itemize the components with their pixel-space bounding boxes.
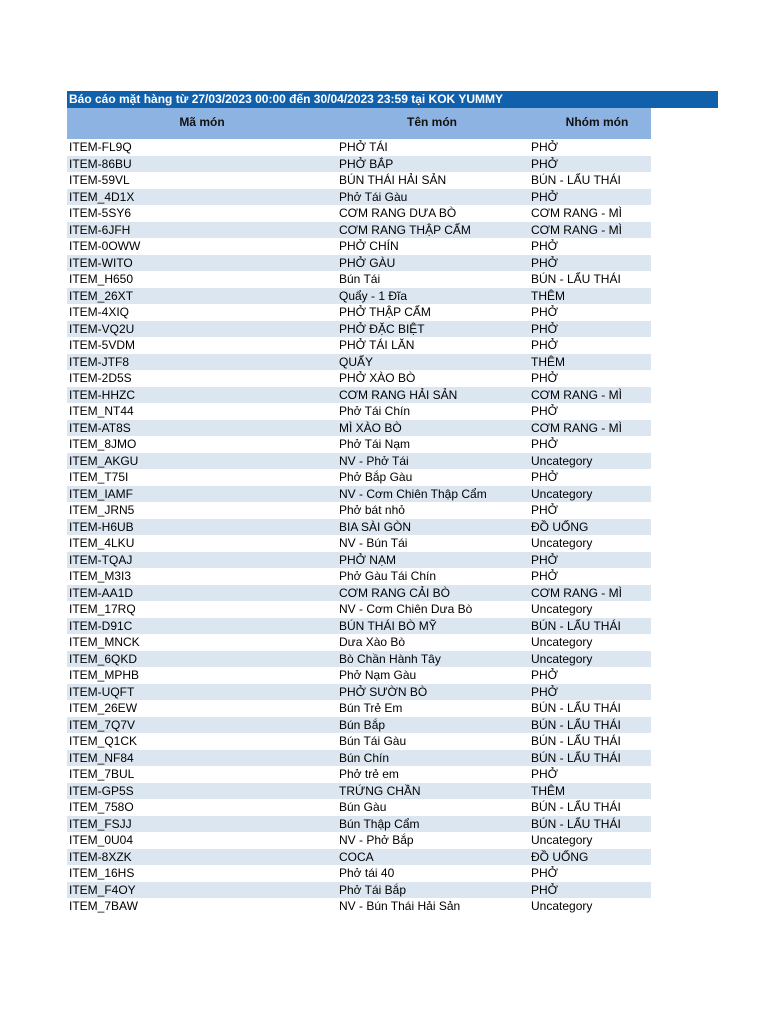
cell-item-group[interactable]: PHỞ	[531, 189, 558, 204]
table-row[interactable]	[67, 667, 651, 684]
column-header-group[interactable]: Nhóm món	[565, 115, 629, 129]
cell-item-name[interactable]: PHỞ GÀU	[339, 255, 396, 270]
table-row[interactable]	[67, 750, 651, 767]
cell-item-name[interactable]: QUẨY	[339, 354, 374, 369]
cell-item-name[interactable]: NV - Cơm Chiên Dưa Bò	[339, 602, 473, 616]
cell-item-name[interactable]: Dưa Xào Bò	[339, 635, 406, 649]
cell-item-name[interactable]: Phở Tái Gàu	[339, 189, 408, 204]
cell-item-group[interactable]: Uncategory	[531, 536, 593, 550]
cell-item-name[interactable]: Bún Gàu	[339, 800, 387, 814]
cell-item-code[interactable]: ITEM-0OWW	[69, 239, 141, 253]
cell-item-code[interactable]: ITEM_M3I3	[69, 569, 132, 583]
cell-item-code[interactable]: ITEM_758O	[69, 800, 134, 814]
table-header	[67, 108, 651, 139]
cell-item-code[interactable]: ITEM_FSJJ	[69, 816, 132, 831]
cell-item-group[interactable]: PHỞ	[531, 239, 558, 253]
cell-item-name[interactable]: Phở Tái Chín	[339, 404, 411, 418]
cell-item-group[interactable]: PHỞ	[531, 404, 558, 418]
cell-item-code[interactable]: ITEM-5SY6	[69, 206, 132, 220]
cell-item-name[interactable]: Bún Tái	[339, 272, 381, 286]
table-row[interactable]	[67, 337, 651, 354]
cell-item-code[interactable]: ITEM_AKGU	[69, 453, 139, 468]
table-row[interactable]	[67, 139, 651, 156]
cell-item-group[interactable]: PHỞ	[531, 338, 558, 352]
table-row[interactable]	[67, 354, 651, 371]
cell-item-name[interactable]: MÌ XÀO BÒ	[339, 420, 402, 435]
table-row[interactable]	[67, 172, 651, 189]
table-row[interactable]	[67, 238, 651, 255]
cell-item-name[interactable]: PHỞ TÁI	[339, 140, 388, 154]
cell-item-group[interactable]: Uncategory	[531, 486, 593, 501]
cell-item-code[interactable]: ITEM-H6UB	[69, 519, 134, 534]
table-row[interactable]	[67, 684, 651, 701]
table-row[interactable]	[67, 832, 651, 849]
cell-item-group[interactable]: PHỞ	[531, 684, 558, 699]
cell-item-name[interactable]: CƠM RANG DƯA BÒ	[339, 206, 457, 220]
table-row[interactable]	[67, 486, 651, 503]
table-row[interactable]	[67, 618, 651, 635]
cell-item-code[interactable]: ITEM-6JFH	[69, 222, 131, 237]
cell-item-name[interactable]: BÚN THÁI BÒ MỸ	[339, 618, 437, 633]
cell-item-code[interactable]: ITEM-WITO	[69, 255, 133, 270]
cell-item-group[interactable]: Uncategory	[531, 453, 593, 468]
cell-item-name[interactable]: NV - Phở Bắp	[339, 833, 414, 847]
cell-item-group[interactable]: CƠM RANG - MÌ	[531, 387, 622, 402]
cell-item-code[interactable]: ITEM-AA1D	[69, 585, 134, 600]
cell-item-code[interactable]: ITEM_6QKD	[69, 651, 138, 666]
cell-item-code[interactable]: ITEM-2D5S	[69, 371, 132, 385]
cell-item-code[interactable]: ITEM-JTF8	[69, 354, 129, 369]
cell-item-group[interactable]: Uncategory	[531, 899, 593, 913]
cell-item-code[interactable]: ITEM-TQAJ	[69, 552, 133, 567]
cell-item-group[interactable]: Uncategory	[531, 602, 593, 616]
table-row[interactable]	[67, 898, 651, 915]
cell-item-name[interactable]: PHỞ XÀO BÒ	[339, 371, 416, 385]
table-row[interactable]	[67, 700, 651, 717]
column-header-name[interactable]: Tên món	[407, 115, 457, 129]
cell-item-name[interactable]: Bún Trẻ Em	[339, 701, 403, 715]
cell-item-code[interactable]: ITEM_JRN5	[69, 503, 135, 517]
cell-item-group[interactable]: ĐỒ UỐNG	[531, 519, 589, 534]
cell-item-group[interactable]: THÊM	[531, 288, 565, 303]
table-row[interactable]	[67, 469, 651, 486]
cell-item-group[interactable]: PHỞ	[531, 470, 558, 484]
cell-item-group[interactable]: ĐỒ UỐNG	[531, 849, 589, 864]
table-row[interactable]	[67, 255, 651, 272]
cell-item-group[interactable]: PHỞ	[531, 668, 558, 682]
cell-item-name[interactable]: PHỞ TÁI LĂN	[339, 338, 415, 352]
cell-item-group[interactable]: PHỞ	[531, 767, 558, 781]
cell-item-name[interactable]: BÚN THÁI HẢI SẢN	[339, 173, 447, 187]
table-row[interactable]	[67, 222, 651, 239]
table-row[interactable]	[67, 601, 651, 618]
cell-item-group[interactable]: BÚN - LẨU THÁI	[531, 618, 621, 633]
cell-item-name[interactable]: Phở bát nhỏ	[339, 503, 405, 517]
cell-item-group[interactable]: CƠM RANG - MÌ	[531, 222, 622, 237]
cell-item-code[interactable]: ITEM_MNCK	[69, 635, 140, 649]
cell-item-code[interactable]: ITEM-HHZC	[69, 387, 135, 402]
table-row[interactable]	[67, 420, 651, 437]
cell-item-group[interactable]: PHỞ	[531, 255, 558, 270]
cell-item-group[interactable]: CƠM RANG - MÌ	[531, 420, 622, 435]
cell-item-code[interactable]: ITEM_T75I	[69, 470, 129, 484]
cell-item-group[interactable]: BÚN - LẨU THÁI	[531, 272, 621, 286]
cell-item-group[interactable]: PHỞ	[531, 569, 558, 583]
cell-item-group[interactable]: PHỞ	[531, 882, 558, 897]
cell-item-code[interactable]: ITEM-D91C	[69, 618, 133, 633]
cell-item-code[interactable]: ITEM-8XZK	[69, 849, 132, 864]
cell-item-name[interactable]: TRỨNG CHẦN	[339, 783, 421, 798]
cell-item-group[interactable]: BÚN - LẨU THÁI	[531, 717, 621, 732]
cell-item-code[interactable]: ITEM-5VDM	[69, 338, 135, 352]
table-body	[67, 139, 651, 915]
cell-item-group[interactable]: PHỞ	[531, 866, 558, 880]
table-row[interactable]	[67, 403, 651, 420]
cell-item-group[interactable]: BÚN - LẨU THÁI	[531, 701, 621, 715]
table-row[interactable]	[67, 766, 651, 783]
cell-item-code[interactable]: ITEM_4LKU	[69, 536, 135, 550]
cell-item-group[interactable]: BÚN - LẨU THÁI	[531, 173, 621, 187]
cell-item-name[interactable]: PHỞ SƯỜN BÒ	[339, 684, 428, 699]
cell-item-group[interactable]: PHỞ	[531, 371, 558, 385]
cell-item-code[interactable]: ITEM_16HS	[69, 866, 135, 880]
table-row[interactable]	[67, 799, 651, 816]
cell-item-group[interactable]: PHỞ	[531, 305, 558, 319]
cell-item-code[interactable]: ITEM_MPHB	[69, 668, 140, 682]
cell-item-code[interactable]: ITEM_NT44	[69, 404, 134, 418]
table-row[interactable]	[67, 865, 651, 882]
cell-item-code[interactable]: ITEM_F4OY	[69, 882, 136, 897]
cell-item-code[interactable]: ITEM_7BUL	[69, 767, 135, 781]
cell-item-group[interactable]: Uncategory	[531, 833, 593, 847]
cell-item-code[interactable]: ITEM-UQFT	[69, 684, 135, 699]
cell-item-name[interactable]: Quẩy - 1 Đĩa	[339, 288, 408, 303]
cell-item-name[interactable]: NV - Bún Thái Hải Sản	[339, 899, 461, 913]
cell-item-name[interactable]: PHỞ NẠM	[339, 552, 396, 567]
table-row[interactable]	[67, 519, 651, 536]
cell-item-group[interactable]: PHỞ	[531, 437, 558, 451]
cell-item-code[interactable]: ITEM_IAMF	[69, 486, 134, 501]
cell-item-name[interactable]: NV - Cơm Chiên Thập Cẩm	[339, 486, 487, 501]
table-row[interactable]	[67, 387, 651, 404]
table-row[interactable]	[67, 156, 651, 173]
table-row[interactable]	[67, 733, 651, 750]
cell-item-name[interactable]: PHỞ BẮP	[339, 156, 394, 171]
cell-item-name[interactable]: CƠM RANG CẢI BÒ	[339, 585, 450, 600]
table-row[interactable]	[67, 552, 651, 569]
cell-item-code[interactable]: ITEM_7Q7V	[69, 717, 136, 732]
cell-item-name[interactable]: Phở trẻ em	[339, 767, 399, 781]
cell-item-group[interactable]: CƠM RANG - MÌ	[531, 585, 622, 600]
cell-item-group[interactable]: PHỞ	[531, 140, 558, 154]
table-row[interactable]	[67, 205, 651, 222]
table-row[interactable]	[67, 717, 651, 734]
cell-item-name[interactable]: CƠM RANG HẢI SẢN	[339, 387, 458, 402]
cell-item-group[interactable]: PHỞ	[531, 156, 558, 171]
table-row[interactable]	[67, 651, 651, 668]
cell-item-code[interactable]: ITEM-AT8S	[69, 420, 131, 435]
cell-item-name[interactable]: Phở Tái Nạm	[339, 437, 411, 451]
cell-item-code[interactable]: ITEM_Q1CK	[69, 734, 138, 748]
table-row[interactable]	[67, 585, 651, 602]
cell-item-name[interactable]: PHỞ ĐẶC BIỆT	[339, 321, 425, 336]
cell-item-name[interactable]: CƠM RANG THẬP CẨM	[339, 222, 471, 237]
cell-item-code[interactable]: ITEM-VQ2U	[69, 321, 135, 336]
cell-item-code[interactable]: ITEM_0U04	[69, 833, 134, 847]
cell-item-name[interactable]: NV - Phở Tái	[339, 453, 409, 468]
table-row[interactable]	[67, 502, 651, 519]
cell-item-code[interactable]: ITEM_4D1X	[69, 189, 135, 204]
table-row[interactable]	[67, 321, 651, 338]
cell-item-group[interactable]: Uncategory	[531, 635, 593, 649]
cell-item-code[interactable]: ITEM-FL9Q	[69, 140, 132, 154]
cell-item-name[interactable]: COCA	[339, 849, 374, 864]
cell-item-name[interactable]: Phở Gàu Tái Chín	[339, 569, 437, 583]
cell-item-name[interactable]: Phở tái 40	[339, 866, 395, 880]
table-row[interactable]	[67, 568, 651, 585]
table-row[interactable]	[67, 816, 651, 833]
cell-item-name[interactable]: Bún Chín	[339, 750, 390, 765]
cell-item-name[interactable]: Phở Nạm Gàu	[339, 668, 417, 682]
cell-item-group[interactable]: PHỞ	[531, 503, 558, 517]
report-title: Báo cáo mặt hàng từ 27/03/2023 00:00 đến 30/04/2023 23:59 tại KOK YUMMY	[67, 91, 718, 108]
cell-item-name[interactable]: PHỞ CHÍN	[339, 239, 399, 253]
table-row[interactable]	[67, 436, 651, 453]
cell-item-name[interactable]: Bún Thập Cẩm	[339, 816, 420, 831]
cell-item-name[interactable]: Bò Chần Hành Tây	[339, 651, 441, 666]
cell-item-name[interactable]: PHỞ THẬP CẨM	[339, 305, 431, 319]
cell-item-group[interactable]: CƠM RANG - MÌ	[531, 206, 622, 220]
table-row[interactable]	[67, 783, 651, 800]
cell-item-group[interactable]: THÊM	[531, 783, 565, 798]
cell-item-name[interactable]: Bún Bắp	[339, 717, 386, 732]
cell-item-code[interactable]: ITEM-59VL	[69, 173, 130, 187]
cell-item-name[interactable]: Phở Tái Bắp	[339, 882, 407, 897]
table-row[interactable]	[67, 370, 651, 387]
cell-item-name[interactable]: Phở Bắp Gàu	[339, 470, 413, 484]
table-row[interactable]	[67, 535, 651, 552]
cell-item-name[interactable]: BIA SÀI GÒN	[339, 519, 412, 534]
table-row[interactable]	[67, 288, 651, 305]
cell-item-code[interactable]: ITEM_26EW	[69, 701, 138, 715]
cell-item-group[interactable]: PHỞ	[531, 321, 558, 336]
cell-item-group[interactable]: BÚN - LẨU THÁI	[531, 800, 621, 814]
cell-item-name[interactable]: NV - Bún Tái	[339, 536, 408, 550]
table-row[interactable]	[67, 304, 651, 321]
column-header-code[interactable]: Mã món	[179, 115, 225, 129]
cell-item-code[interactable]: ITEM_17RQ	[69, 602, 136, 616]
table-row[interactable]	[67, 849, 651, 866]
cell-item-group[interactable]: BÚN - LẨU THÁI	[531, 734, 621, 748]
cell-item-group[interactable]: Uncategory	[531, 651, 593, 666]
cell-item-group[interactable]: BÚN - LẨU THÁI	[531, 816, 621, 831]
cell-item-code[interactable]: ITEM-4XIQ	[69, 305, 130, 319]
table-row[interactable]	[67, 453, 651, 470]
table-row[interactable]	[67, 189, 651, 206]
cell-item-code[interactable]: ITEM_NF84	[69, 750, 134, 765]
table-row[interactable]	[67, 634, 651, 651]
table-row[interactable]	[67, 271, 651, 288]
cell-item-group[interactable]: THÊM	[531, 354, 565, 369]
cell-item-group[interactable]: BÚN - LẨU THÁI	[531, 750, 621, 765]
cell-item-code[interactable]: ITEM_H650	[69, 272, 134, 286]
cell-item-code[interactable]: ITEM_8JMO	[69, 437, 137, 451]
cell-item-code[interactable]: ITEM_26XT	[69, 288, 134, 303]
table-row[interactable]	[67, 882, 651, 899]
cell-item-group[interactable]: PHỞ	[531, 552, 558, 567]
cell-item-name[interactable]: Bún Tái Gàu	[339, 734, 407, 748]
cell-item-code[interactable]: ITEM-86BU	[69, 156, 132, 171]
cell-item-code[interactable]: ITEM_7BAW	[69, 899, 138, 913]
cell-item-code[interactable]: ITEM-GP5S	[69, 783, 134, 798]
